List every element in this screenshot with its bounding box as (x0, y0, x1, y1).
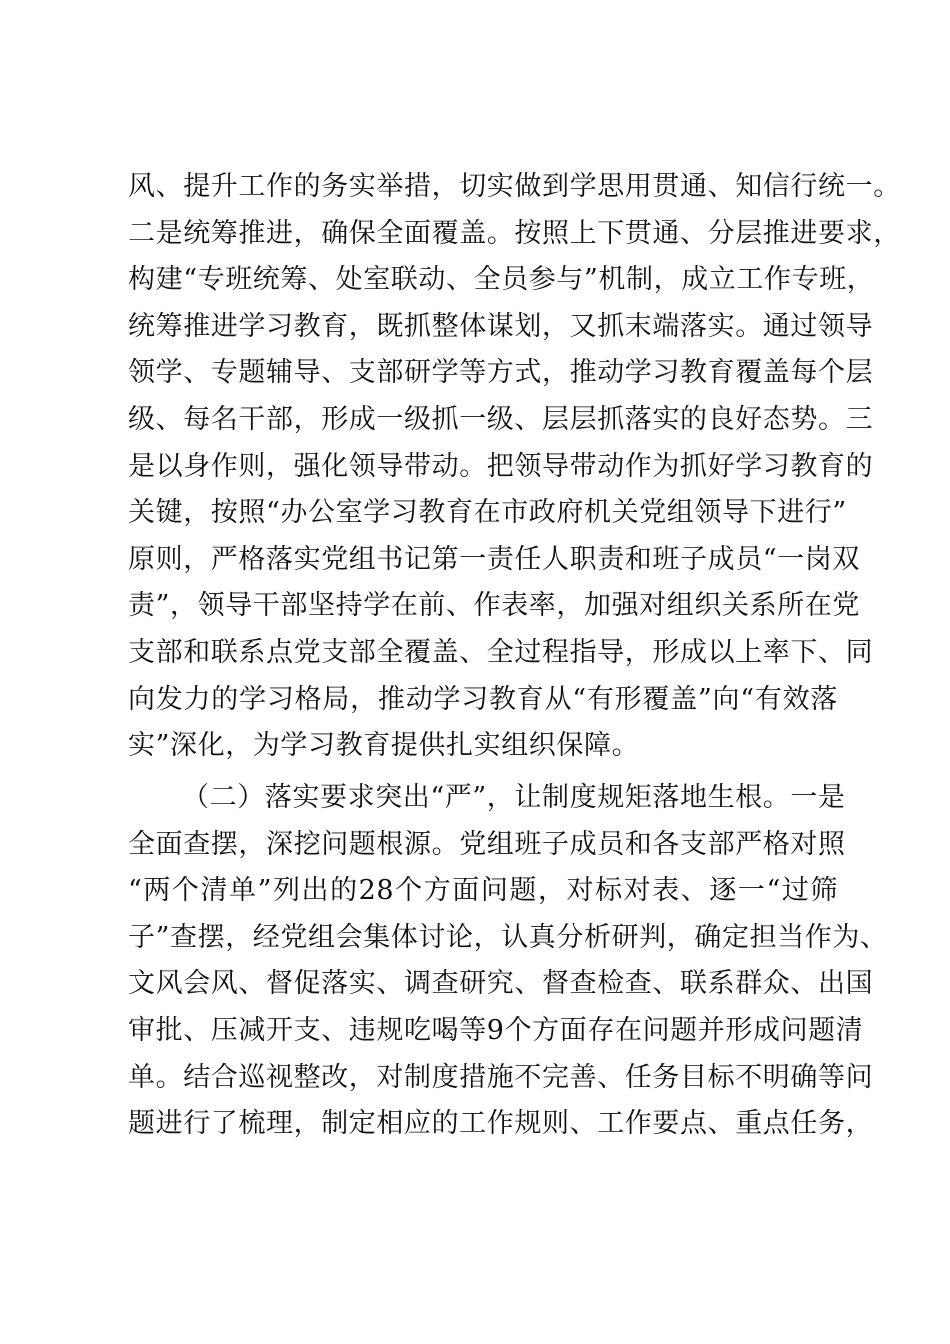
paragraph-line: 文风会风、督促落实、调查研究、督查检查、联系群众、出国 (128, 968, 874, 1000)
paragraph-line: 全面查摆，深挖问题根源。党组班子成员和各支部严格对照 (128, 828, 846, 860)
paragraph-line: 领学、专题辅导、支部研学等方式，推动学习教育覆盖每个层 (128, 357, 874, 389)
paragraph-line: 单。结合巡视整改，对制度措施不完善、任务目标不明确等问 (128, 1061, 874, 1093)
section-heading-line: （二）落实要求突出“严”，让制度规矩落地生根。一是 (182, 782, 846, 813)
paragraph-line: 责”，领导干部坚持学在前、作表率，加强对组织关系所在党 (128, 590, 861, 622)
paragraph-1 (128, 164, 901, 770)
paragraph-line: 关键，按照“办公室学习教育在市政府机关党组领导下进行” (128, 497, 847, 529)
paragraph-2 (128, 775, 888, 1148)
paragraph-line: “两个清单”列出的28个方面问题，对标对表、逐一“过筛 (128, 875, 838, 907)
paragraph-line: 级、每名干部，形成一级抓一级、层层抓落实的良好态势。三 (128, 403, 874, 435)
paragraph-line: 支部和联系点党支部全覆盖、全过程指导，形成以上率下、同 (128, 636, 874, 668)
paragraph-line: 实”深化，为学习教育提供扎实组织保障。 (128, 730, 640, 762)
paragraph-line: 构建“专班统筹、处室联动、全员参与”机制，成立工作专班， (128, 264, 875, 296)
paragraph-line: 向发力的学习格局，推动学习教育从“有形覆盖”向“有效落 (128, 683, 838, 715)
paragraph-line: 风、提升工作的务实举措，切实做到学思用贯通、知信行统一。 (128, 171, 901, 202)
paragraph-line: 统筹推进学习教育，既抓整体谋划，又抓末端落实。通过领导 (128, 310, 874, 342)
paragraph-line: 子”查摆，经党组会集体讨论，认真分析研判，确定担当作为、 (128, 921, 888, 953)
paragraph-line: 审批、压减开支、违规吃喝等9个方面存在问题并形成问题清 (128, 1014, 864, 1046)
paragraph-line: 题进行了梳理，制定相应的工作规则、工作要点、重点任务， (128, 1108, 874, 1140)
paragraph-line: 二是统筹推进，确保全面覆盖。按照上下贯通、分层推进要求， (128, 217, 901, 249)
paragraph-line: 原则，严格落实党组书记第一责任人职责和班子成员“一岗双 (128, 543, 861, 575)
paragraph-line: 是以身作则，强化领导带动。把领导带动作为抓好学习教育的 (128, 450, 874, 482)
